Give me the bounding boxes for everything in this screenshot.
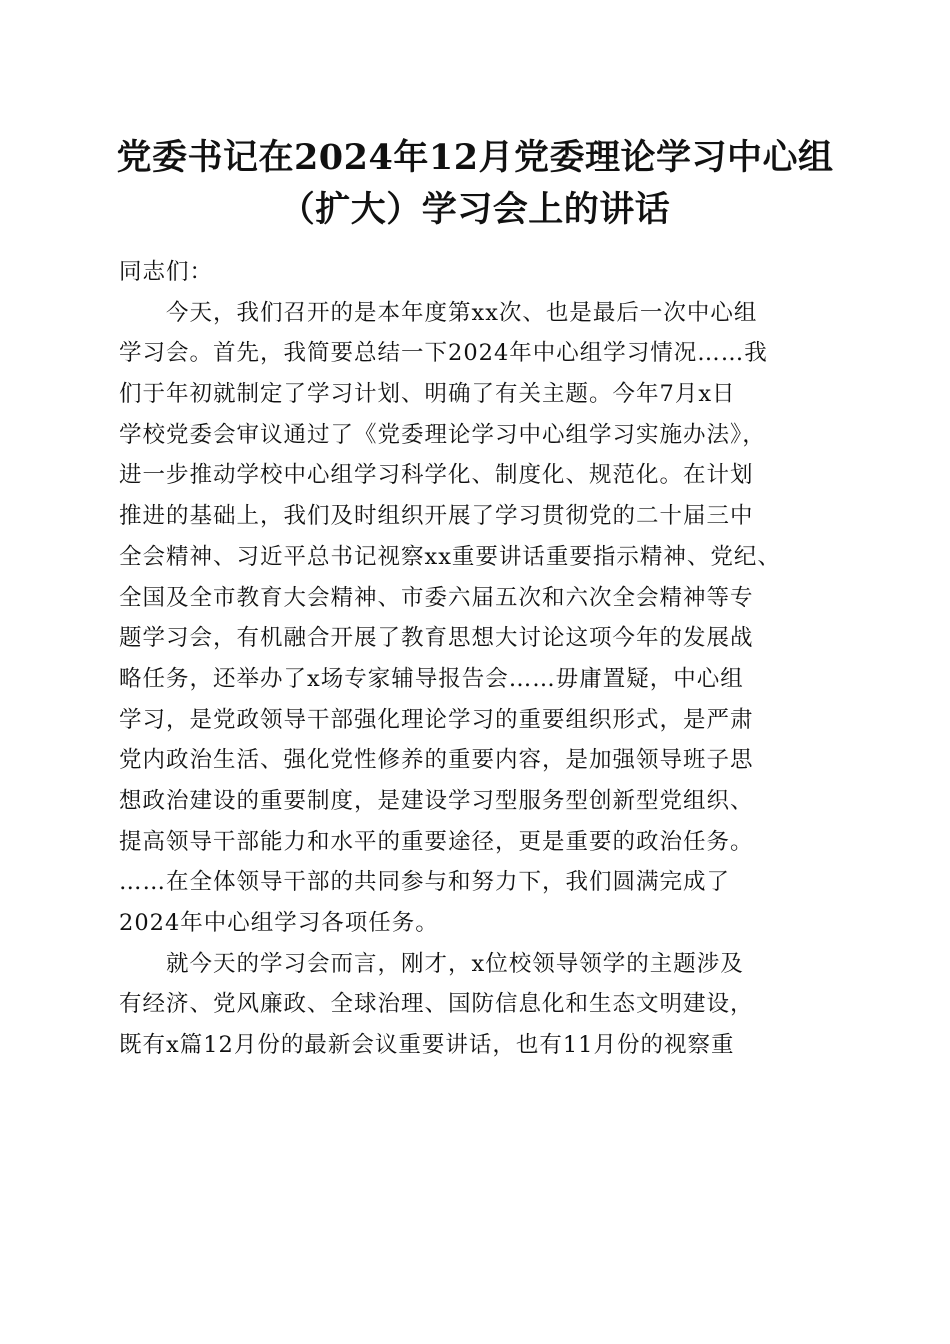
title-line-1: 党委书记在2024年12月党委理论学习中心组 (116, 137, 834, 178)
salutation: 同志们： (119, 259, 214, 285)
text-line: 们于年初就制定了学习计划、明确了有关主题。今年7月x日 (119, 381, 736, 408)
text-line: 党内政治生活、强化党性修养的重要内容，是加强领导班子思 (119, 747, 754, 774)
text-line: 进一步推动学校中心组学习科学化、制度化、规范化。在计划 (119, 462, 754, 489)
text-line: 就今天的学习会而言，刚才，x位校领导领学的主题涉及 (119, 950, 744, 977)
text-line: 全会精神、习近平总书记视察xx重要讲话重要指示精神、党纪、 (119, 543, 781, 570)
text-line: 既有x篇12月份的最新会议重要讲话，也有11月份的视察重 (119, 1032, 735, 1059)
text-line: 学校党委会审议通过了《党委理论学习中心组学习实施办法》， (119, 421, 766, 448)
text-line: 有经济、党风廉政、全球治理、国防信息化和生态文明建设， (119, 991, 754, 1018)
text-line: 略任务，还举办了x场专家辅导报告会……毋庸置疑，中心组 (119, 665, 744, 692)
document-title (100, 132, 850, 236)
text-line: 想政治建设的重要制度，是建设学习型服务型创新型党组织、 (119, 787, 754, 814)
text-line: 推进的基础上，我们及时组织开展了学习贯彻党的二十届三中 (119, 503, 754, 530)
text-line: 2024年中心组学习各项任务。 (119, 910, 439, 936)
paragraph-1 (119, 293, 839, 944)
text-line: 全国及全市教育大会精神、市委六届五次和六次全会精神等专 (119, 584, 754, 611)
text-line: 学习，是党政领导干部强化理论学习的重要组织形式，是严肃 (119, 706, 754, 733)
text-line: 学习会。首先，我简要总结一下2024年中心组学习情况……我 (119, 340, 768, 367)
paragraph-2 (119, 944, 839, 1066)
document-body (119, 252, 839, 1066)
text-line: ……在全体领导干部的共同参与和努力下，我们圆满完成了 (119, 869, 731, 896)
title-line-2: （扩大）学习会上的讲话 (279, 189, 671, 230)
text-line: 题学习会，有机融合开展了教育思想大讨论这项今年的发展战 (119, 625, 754, 652)
text-line: 提高领导干部能力和水平的重要途径，更是重要的政治任务。 (119, 828, 754, 855)
text-line: 今天，我们召开的是本年度第xx次、也是最后一次中心组 (119, 299, 758, 326)
